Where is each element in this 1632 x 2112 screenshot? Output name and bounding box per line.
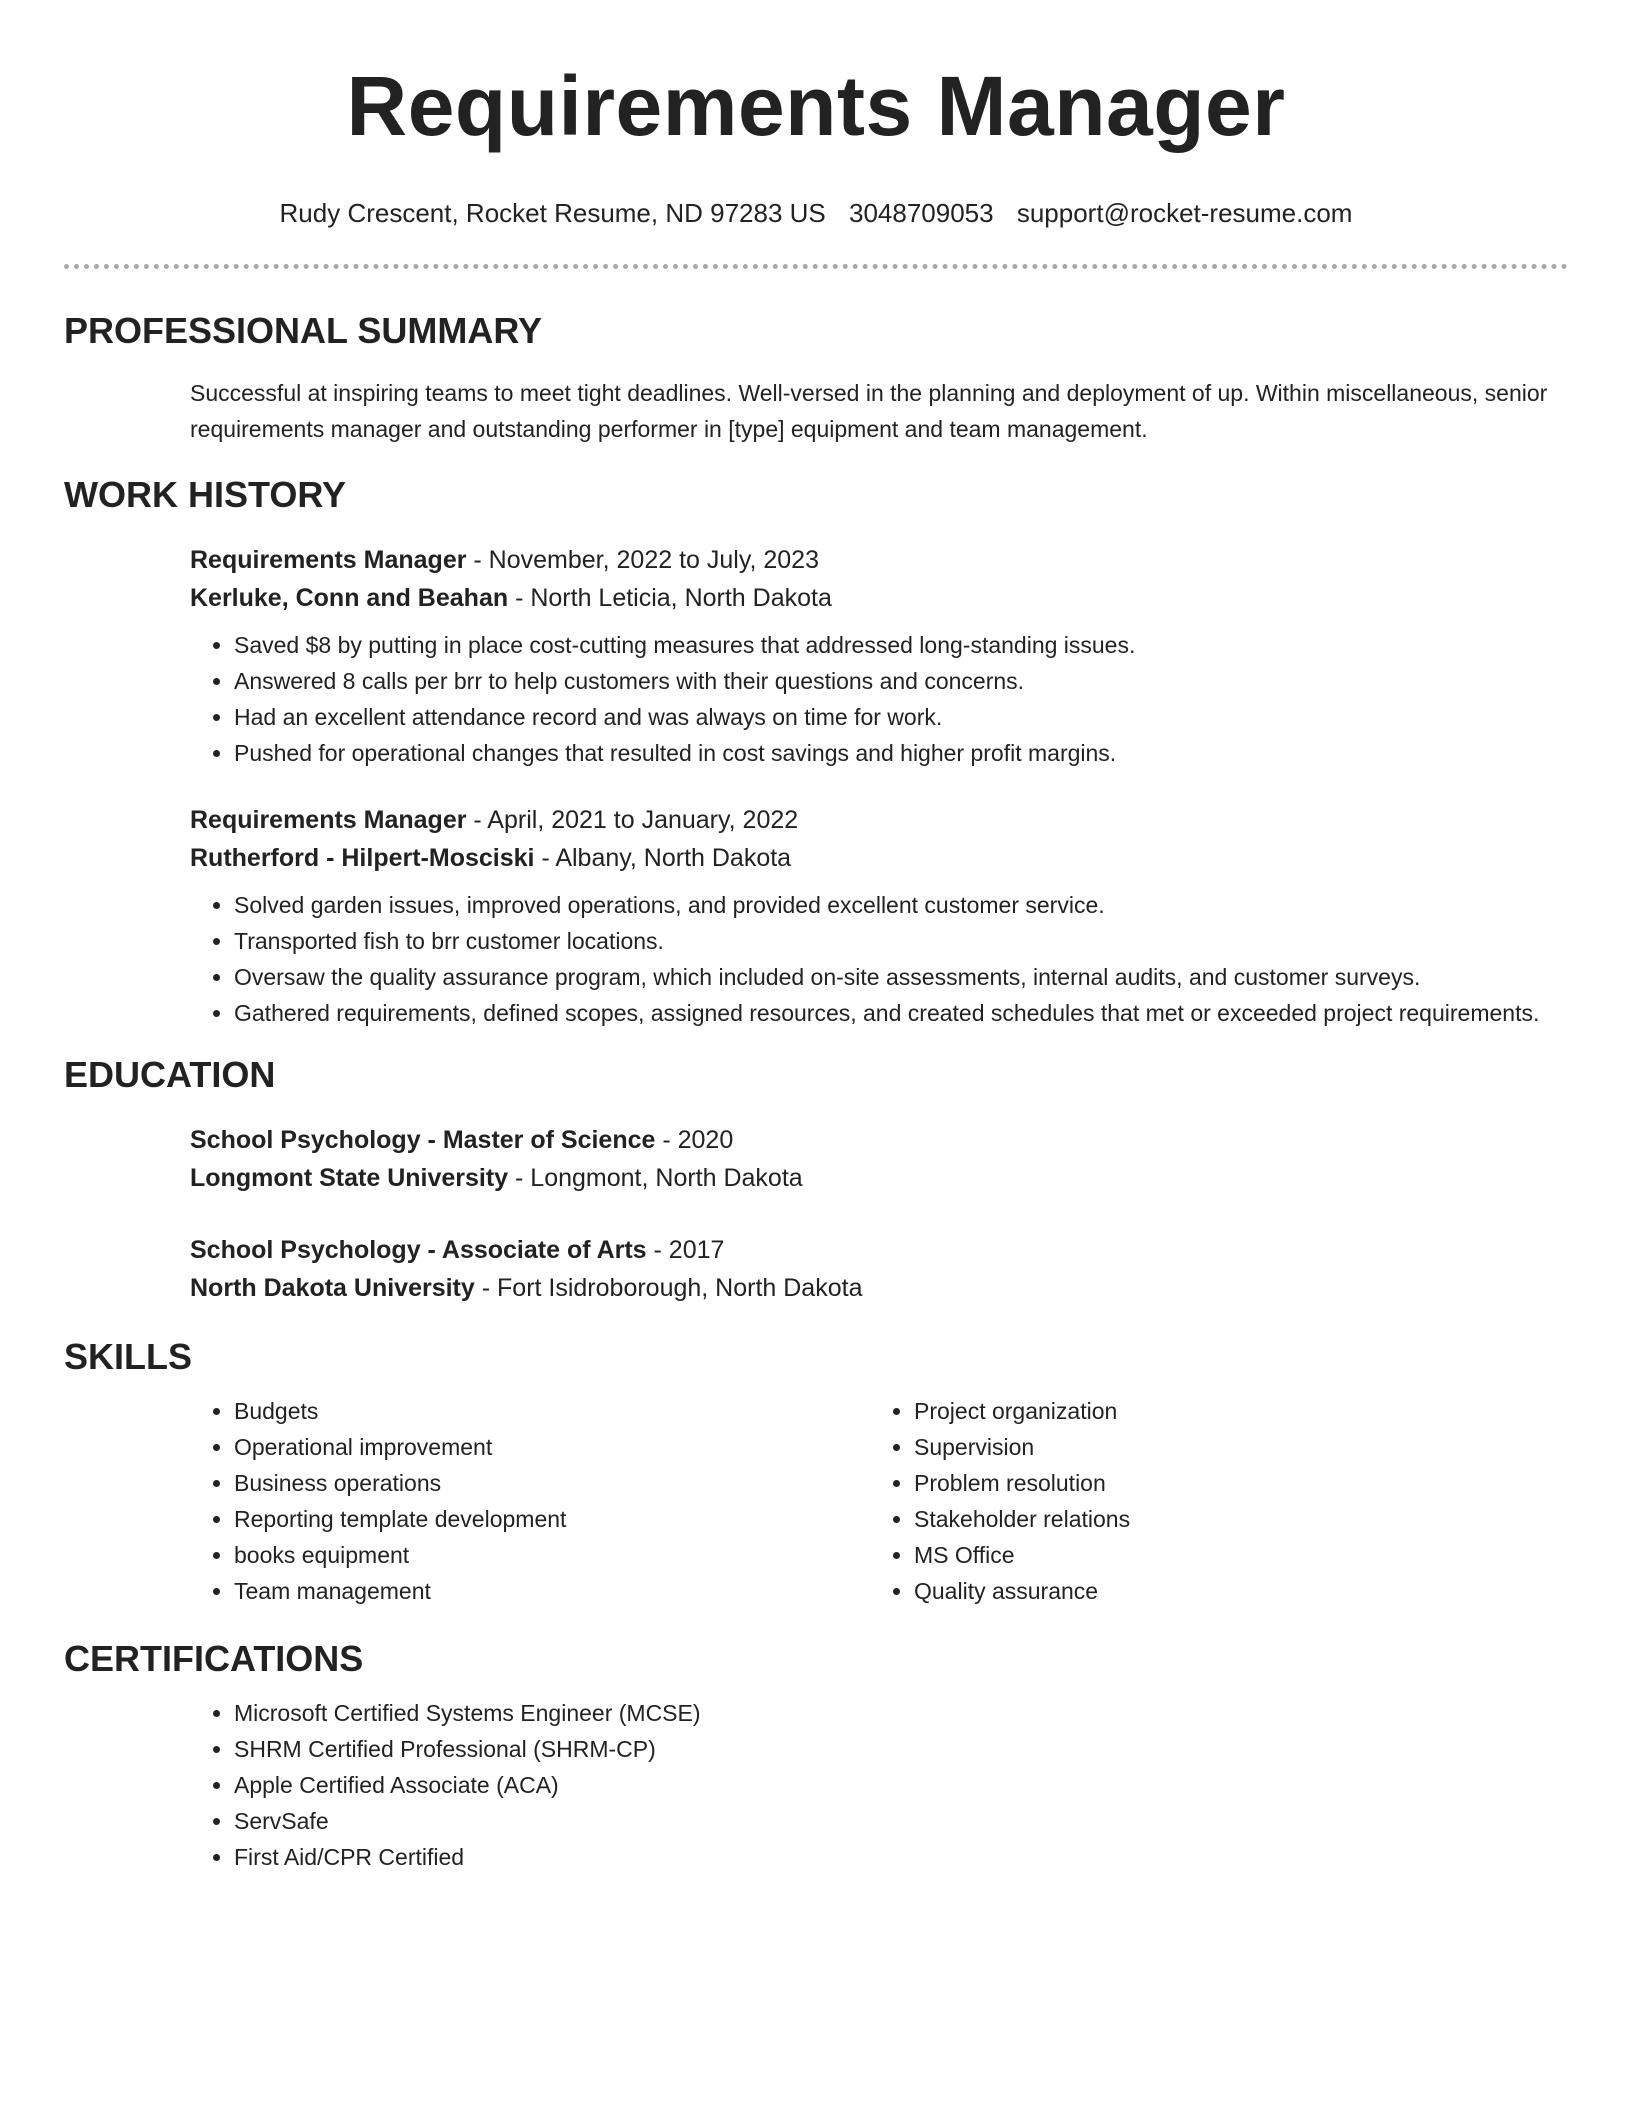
contact-phone: 3048709053 bbox=[849, 198, 994, 228]
job-entry bbox=[190, 801, 1568, 1031]
certifications-list bbox=[190, 1695, 1568, 1875]
section-title-work: WORK HISTORY bbox=[64, 474, 347, 515]
education-degree: School Psychology - Associate of Arts bbox=[190, 1236, 647, 1264]
job-role: Requirements Manager bbox=[190, 546, 467, 574]
certification-item: • SHRM Certified Professional (SHRM-CP) bbox=[234, 1731, 1568, 1767]
education-year: - 2017 bbox=[646, 1236, 725, 1264]
job-bullet: • Answered 8 calls per brr to help customers with their questions and concerns. bbox=[234, 663, 1568, 699]
education-entry bbox=[190, 1121, 1568, 1197]
skills-list bbox=[870, 1393, 1550, 1609]
job-bullet: • Pushed for operational changes that resulted in cost savings and higher profit margins. bbox=[234, 735, 1568, 771]
contact-email: support@rocket-resume.com bbox=[1016, 198, 1353, 228]
job-bullets bbox=[190, 627, 1568, 771]
job-company-line bbox=[190, 839, 1568, 877]
job-role-line bbox=[190, 801, 1568, 839]
skill-item: • Operational improvement bbox=[234, 1429, 870, 1465]
section-title-education: EDUCATION bbox=[64, 1054, 276, 1095]
section-title-summary: PROFESSIONAL SUMMARY bbox=[64, 310, 543, 351]
education-degree-line bbox=[190, 1121, 1568, 1159]
summary-text: Successful at inspiring teams to meet tight deadlines. Well-versed in the planning and deployment of up. Within miscellaneous, senior requirements manager and outstanding performer in [type] equipment and team management. bbox=[190, 380, 1548, 442]
skill-item: • Stakeholder relations bbox=[914, 1501, 1550, 1537]
skill-item: • Business operations bbox=[234, 1465, 870, 1501]
skill-item: • Problem resolution bbox=[914, 1465, 1550, 1501]
job-dates: - November, 2022 to July, 2023 bbox=[466, 546, 819, 574]
certification-item: • Apple Certified Associate (ACA) bbox=[234, 1767, 1568, 1803]
certifications-block bbox=[190, 1695, 1568, 1875]
job-bullet: • Had an excellent attendance record and was always on time for work. bbox=[234, 699, 1568, 735]
contact-line bbox=[64, 196, 1568, 230]
job-location: - Albany, North Dakota bbox=[534, 844, 792, 872]
job-company-line bbox=[190, 579, 1568, 617]
education-year: - 2020 bbox=[655, 1126, 734, 1154]
certification-item: • First Aid/CPR Certified bbox=[234, 1839, 1568, 1875]
job-company: Rutherford - Hilpert-Mosciski bbox=[190, 844, 535, 872]
certification-item: • ServSafe bbox=[234, 1803, 1568, 1839]
education-degree-line bbox=[190, 1231, 1568, 1269]
job-bullet: • Transported fish to brr customer locations. bbox=[234, 923, 1568, 959]
contact-address: Rudy Crescent, Rocket Resume, ND 97283 US bbox=[279, 198, 826, 228]
job-bullets bbox=[190, 887, 1568, 1031]
section-title-certifications: CERTIFICATIONS bbox=[64, 1638, 364, 1679]
skills-grid bbox=[190, 1393, 1568, 1609]
skill-item: • Project organization bbox=[914, 1393, 1550, 1429]
job-bullet: • Oversaw the quality assurance program, which included on-site assessments, internal audits, and customer surveys. bbox=[234, 959, 1568, 995]
education-location: - Fort Isidroborough, North Dakota bbox=[474, 1274, 863, 1302]
education-entry bbox=[190, 1231, 1568, 1307]
skills-column-left bbox=[190, 1393, 870, 1609]
job-role-line bbox=[190, 541, 1568, 579]
skill-item: • Reporting template development bbox=[234, 1501, 870, 1537]
certification-item: • Microsoft Certified Systems Engineer (MCSE) bbox=[234, 1695, 1568, 1731]
skill-item: • MS Office bbox=[914, 1537, 1550, 1573]
resume-title: Requirements Manager bbox=[346, 59, 1286, 153]
skill-item: • books equipment bbox=[234, 1537, 870, 1573]
section-title-skills: SKILLS bbox=[64, 1336, 193, 1377]
education-degree: School Psychology - Master of Science bbox=[190, 1126, 656, 1154]
job-entry bbox=[190, 541, 1568, 771]
skill-item: • Team management bbox=[234, 1573, 870, 1609]
job-role: Requirements Manager bbox=[190, 806, 467, 834]
job-location: - North Leticia, North Dakota bbox=[508, 584, 832, 612]
education-school: Longmont State University bbox=[190, 1164, 509, 1192]
skill-item: • Budgets bbox=[234, 1393, 870, 1429]
job-company: Kerluke, Conn and Beahan bbox=[190, 584, 509, 612]
header-divider bbox=[64, 264, 1568, 269]
education-school-line bbox=[190, 1269, 1568, 1307]
education-school-line bbox=[190, 1159, 1568, 1197]
job-bullet: • Solved garden issues, improved operations, and provided excellent customer service. bbox=[234, 887, 1568, 923]
skill-item: • Quality assurance bbox=[914, 1573, 1550, 1609]
education-location: - Longmont, North Dakota bbox=[508, 1164, 803, 1192]
skill-item: • Supervision bbox=[914, 1429, 1550, 1465]
education-school: North Dakota University bbox=[190, 1274, 475, 1302]
skills-column-right bbox=[870, 1393, 1550, 1609]
job-bullet: • Saved $8 by putting in place cost-cutting measures that addressed long-standing issues. bbox=[234, 627, 1568, 663]
job-dates: - April, 2021 to January, 2022 bbox=[466, 806, 799, 834]
job-bullet: • Gathered requirements, defined scopes, assigned resources, and created schedules that met or exceeded project requirements. bbox=[234, 995, 1568, 1031]
skills-list bbox=[190, 1393, 870, 1609]
